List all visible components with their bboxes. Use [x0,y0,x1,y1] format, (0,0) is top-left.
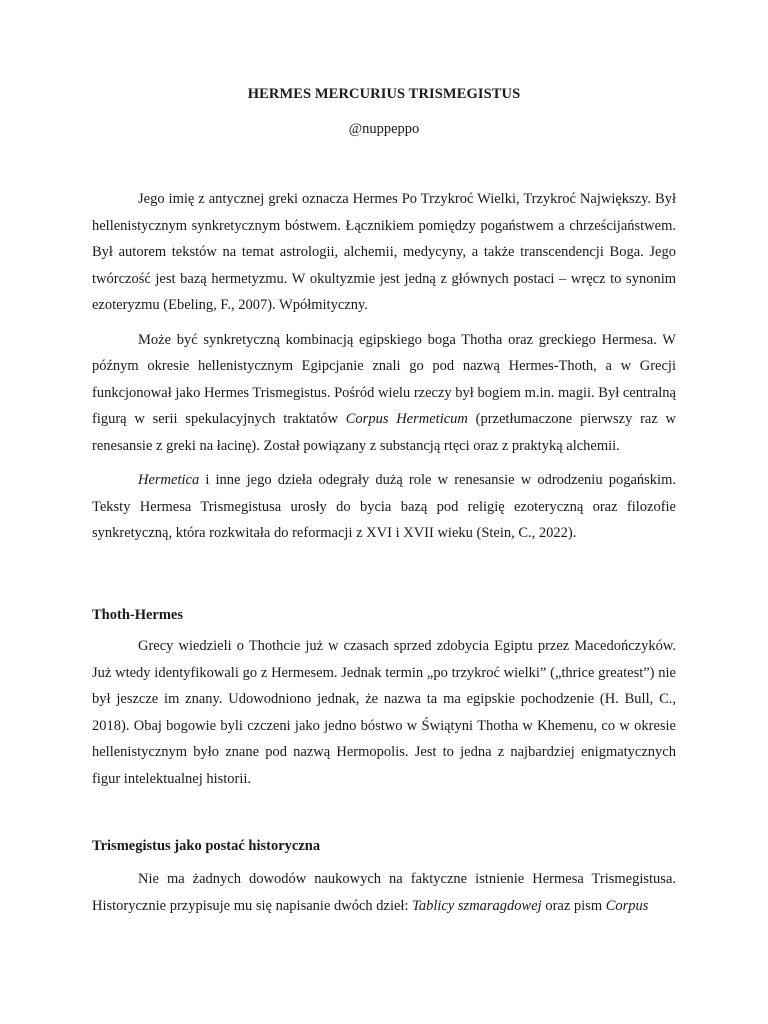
text-run: Grecy wiedzieli o Thothcie już w czasach sprzed zdobycia Egiptu przez Macedończyków. Już wtedy identyfikowali go z Hermesem. Jednak termin „po trzykroć wielki” („thrice greatest”) nie był jeszcze im znany. Udowodniono jednak, że nazwa ta ma egipskie pochodzenie (H. Bull, C., 2018). Obaj bogowie byli czczeni jako jedno bóstwo w Świątyni Thotha w Khemenu, co w okresie hellenistycznym było znane pod nazwą Hermopolis. Jest to jedna z najbardziej enigmatycznych figur intelektualnej historii. [92,638,676,787]
section-heading-container [92,833,676,860]
text-run: (przetłumaczone pierwszy raz w renesansie z greki na łacinę). Został powiązany z substancją rtęci oraz z praktyką alchemii. [92,411,677,454]
historical-section [92,866,676,927]
italic-text: Hermetica [138,472,200,488]
paragraph [92,186,676,319]
text-run: Może być synkretyczną kombinacją egipskiego boga Thotha oraz greckiego Hermesa. W późnym okresie hellenistycznym Egipcjanie znali go pod nazwą Hermes-Thoth, a w Grecji funkcjonował jako Hermes Trismegistus. Pośród wielu rzeczy był bogiem m.in. magii. Był centralną figurą w serii spekulacyjnych traktatów [92,331,676,427]
paragraph [92,866,676,919]
document-author: @nuppeppo [348,121,420,137]
section-heading-thoth-hermes: Thoth-Hermes [92,607,184,623]
italic-text: Corpus Hermeticum [345,411,468,427]
section-heading-container [92,602,676,629]
text-run: oraz pism [541,897,606,914]
intro-section [92,186,676,555]
paragraph [92,633,676,792]
text-run: Jego imię z antycznej greki oznacza Hermes Po Trzykroć Wielki, Trzykroć Największy. Był hellenistycznym synkretycznym bóstwem. Łącznikiem pomiędzy pogaństwem a chrześcijaństwem. Był autorem tekstów na temat astrologii, alchemii, medycyny, a także transcendencji Boga. Jego twórczość jest bazą hermetyzmu. W okultyzmie jest jedną z głównych postaci – wręcz to synonim ezoteryzmu (Ebeling, F., 2007). Wpółmityczny. [92,191,676,313]
document-title: HERMES MERCURIUS TRISMEGISTUS [247,86,521,102]
paragraph [92,327,676,460]
italic-text: Corpus [605,897,649,914]
paragraph [92,467,676,547]
thoth-hermes-section [92,633,676,800]
italic-text: Tablicy szmaragdowej [412,897,542,914]
text-run: i inne jego dzieła odegrały dużą role w renesansie w odrodzeniu pogańskim. Teksty Hermesa Trismegistusa urosły do bycia bazą pod religię ezoteryczną oraz filozofie synkretyczną, która rozkwitała do reformacji z XVI i XVII wieku (Stein, C., 2022). [92,472,676,541]
section-heading-historical: Trismegistus jako postać historyczna [92,838,321,854]
text-run: Nie ma żadnych dowodów naukowych na faktyczne istnienie Hermesa Trismegistusa. Historycznie przypisuje mu się napisanie dwóch dzieł: [92,871,676,914]
